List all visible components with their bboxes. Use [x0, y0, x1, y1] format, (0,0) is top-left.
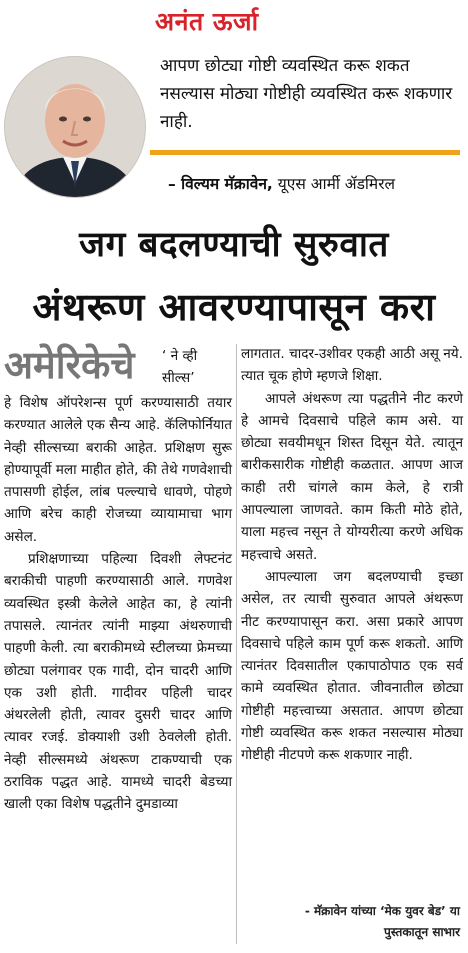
column-divider: [236, 344, 237, 944]
article-paragraph: आपल्याला जग बदलण्याची इच्छा असेल, तर त्याची सुरुवात आपले अंथरूण नीट करण्यापासून करा. असा प्रकारे आपण दिवसाचे पहिले काम पूर्ण करू शकतो. आणि त्यानंतर दिवसातील एकापाठोपाठ एक सर्व कामे व्यवस्थित होतात. जीवनातील छोट्या गोष्टीही महत्त्वाच्या असतात. आपण छोट्या गोष्टी व्यवस्थित करू शकत नसल्यास मोठ्या गोष्टीही नीटपणे करू शकणार नाही.: [241, 568, 463, 764]
dropcap-word: अमेरिकेचे: [4, 343, 135, 387]
headline-line-1: जग बदलण्याची सुरुवात: [79, 225, 389, 265]
dropcap-block: [4, 343, 232, 392]
column-title: अनंत ऊर्जा: [155, 7, 259, 36]
portrait-illustration: [5, 57, 145, 197]
article-left-column: [4, 343, 232, 816]
quote-attribution: [168, 172, 395, 194]
article-paragraph: लागतात. चादर-उशीवर एकही आठी असू नये. त्यात चूक होणे म्हणजे शिक्षा.: [241, 346, 463, 385]
author-portrait: [4, 56, 146, 198]
source-credit: - मॅक्रावेन यांच्या ‘मेक युवर बेड’ या पुस्तकातून साभार: [304, 904, 460, 939]
article-right-column: [241, 343, 463, 767]
headline-line-2: अंथरूण आवरण्यापासून करा: [32, 285, 436, 329]
quote-author-title: यूएस आर्मी ॲडमिरल: [272, 175, 396, 193]
dropcap-aside: ‘ ने व्ही सील्स’: [162, 348, 198, 386]
article-paragraph: प्रशिक्षणाच्या पहिल्या दिवशी लेफ्टनंट बराकीची पाहणी करण्यासाठी आले. गणवेश व्यवस्थित इस्त्री केलेले आहेत का, हे त्यांनी तपासले. त्यानंतर त्यांनी माझ्या अंथरुणाची पाहणी केली. त्या बराकीमध्ये स्टीलच्या फ्रेमच्या छोट्या पलंगावर एक गादी, दोन चादरी आणि एक उशी होती. गादीवर पहिली चादर अंथरलेली होती, त्यावर दुसरी चादर आणि त्यावर रजई. डोक्याशी उशी ठेवलेली होती. नेव्ही सील्समध्ये अंथरूण टाकण्याची एक ठराविक पद्धत आहे. यामध्ये चादरी बेडच्या खाली एका विशेष पद्धतीने दुमडाव्या: [4, 551, 232, 813]
article-paragraph: हे विशेष ऑपरेशन्स पूर्ण करण्यासाठी तयार करण्यात आलेले एक सैन्य आहे. कॅलिफोर्नियात नेव्ही सील्सच्या बराकी आहेत. प्रशिक्षण सुरू होण्यापूर्वी मला माहीत होते, की तेथे गणवेशाची तपासणी होईल, लांब पल्ल्याचे धावणे, पोहणे आणि बरेच काही रोजच्या व्यायामाचा भाग असेल.: [4, 395, 232, 545]
article-paragraph: आपले अंथरूण त्या पद्धतीने नीट करणे हे आमचे दिवसाचे पहिले काम असे. या छोट्या सवयीमधून शिस्त दिसून येते. त्यातून बारीकसारीक गोष्टीही कळतात. आपण आज काही तरी चांगले काम केले, हे रात्री आपल्याला जाणवते. काम किती मोठे होते, याला महत्त्व नसून ते योग्यरीत्या करणे अधिक महत्त्वाचे असते.: [241, 390, 463, 563]
quote-text: आपण छोट्या गोष्टी व्यवस्थित करू शकत नसल्यास मोठ्या गोष्टीही व्यवस्थित करू शकणार नाही.: [160, 56, 453, 132]
quote-author: – विल्यम मॅक्रावेन,: [168, 175, 273, 193]
quote-divider: [150, 150, 460, 155]
